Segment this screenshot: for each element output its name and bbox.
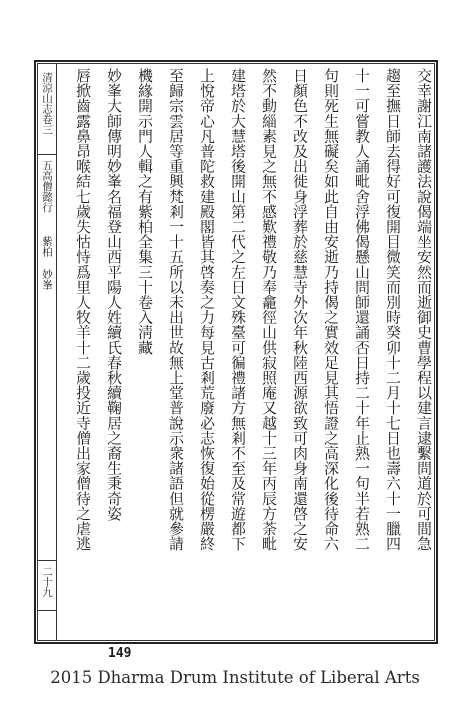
text-line: 趨至撫日師去得好可復開目微笑而別時癸卯十二月十七日也壽六十一臘四 xyxy=(384,68,401,552)
text-line: 至歸宗雲居等重興梵剎一十五所以未出世故無上堂普說示衆諸語但就參請 xyxy=(167,68,184,552)
margin-title: 清涼山志卷三 xyxy=(41,72,53,135)
text-line: 妙峯大師傳明妙峯名福登山西平陽人姓續氏春秋續鞠居之裔生秉奇姿 xyxy=(105,68,122,521)
margin-folio: 二十九 xyxy=(41,566,53,598)
footer-watermark: 2015 Dharma Drum Institute of Liberal Arts xyxy=(50,668,420,687)
text-line: 唇掀齒露鼻昂喉結七歲失怙恃爲里人牧羊十二歲投近寺僧出家僧待之虐逃 xyxy=(74,68,91,552)
text-line: 建塔於大慧塔後開山第二代之左日文殊臺可徧禮諸方無剎不至及常遊都下 xyxy=(229,68,246,552)
margin-column xyxy=(37,63,57,641)
margin-names: 紫柏 妙峯 xyxy=(41,236,53,290)
text-line: 交幸謝江南諸護法說偈端坐安然而逝御史曹學程以建言逮繫問道於可間急 xyxy=(415,68,432,552)
margin-divider xyxy=(37,154,57,155)
margin-divider xyxy=(37,610,57,611)
text-line: 日顏色不改及出徙身浮葬於慈慧寺外次年秋陸西源欲致可肉身南還啓之安 xyxy=(291,68,308,552)
page-number: 149 xyxy=(108,646,132,661)
text-line: 句則死生無礙矣如此自由安逝乃持偈之實效足見其悟證之高深化後待命六 xyxy=(322,68,339,552)
text-line: 上悅帝心凡普陀救建殿閣皆其啓奏之力每見古剎荒廢必志恢復始從楞嚴終 xyxy=(198,68,215,552)
margin-section: 五高僧懿行 xyxy=(41,160,53,213)
text-line: 十一可嘗教人誦毗舍浮佛偈懸山問師還誦否日持二十年止熟一句半若熟二 xyxy=(353,68,370,552)
text-line: 然不動緇素見之無不感歎禮敬乃奉龕徑山供寂照庵又越十三年丙辰方荼毗 xyxy=(260,68,277,552)
text-line: 機緣開示門人輯之有紫柏全集三十卷入淸藏 xyxy=(136,68,153,355)
text-body xyxy=(60,68,432,636)
margin-divider xyxy=(37,560,57,561)
